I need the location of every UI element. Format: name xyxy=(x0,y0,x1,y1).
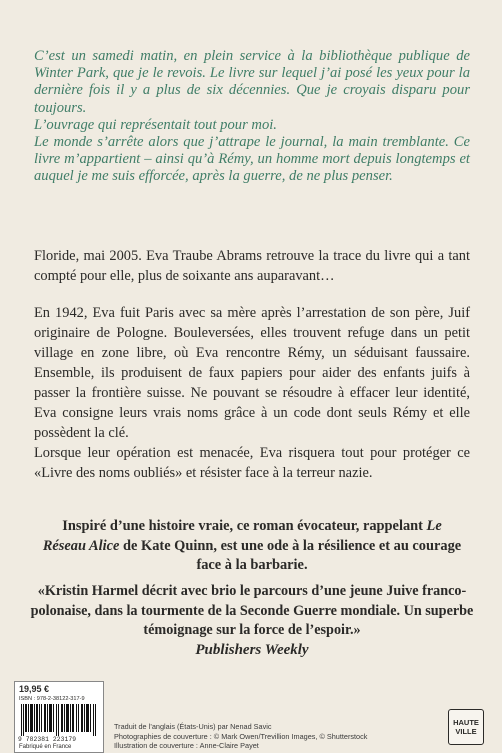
price-label: 19,95 € xyxy=(19,684,50,694)
press-quote-source: Publishers Weekly xyxy=(195,641,309,658)
intro-excerpt xyxy=(34,48,470,186)
intro-paragraph-3: Le monde s’arrête alors que j’attrape le journal, la main tremblante. Ce livre m’appartient – ainsi qu’à Rémy, un homme mort depuis longtemps et auquel je me suis efforcée, après la guerre, de ne plus penser. xyxy=(34,134,470,185)
tagline xyxy=(40,517,464,576)
credits-illustration: Illustration de couverture : Anne-Claire Payet xyxy=(114,741,259,751)
barcode-bars xyxy=(21,704,97,736)
tagline-part-1: Inspiré d’une histoire vraie, ce roman évocateur, rappelant xyxy=(62,518,423,534)
publisher-logo xyxy=(448,709,484,745)
tagline-part-2: de Kate Quinn, est une ode à la résilience et au courage face à la barbarie. xyxy=(123,537,462,573)
press-quote xyxy=(26,582,478,660)
isbn-label: ISBN : 978-2-38122-317-9 xyxy=(19,696,85,702)
barcode-digits: 9 782381 223179 xyxy=(18,736,77,743)
intro-paragraph-1: C’est un samedi matin, en plein service à la bibliothèque publique de Winter Park, que je le revois. Le livre sur lequel j’ai posé les yeux pour la dernière fois il y a plus de six décennies. Que je croyais disparu pour toujours. xyxy=(34,48,470,116)
synopsis xyxy=(34,246,470,483)
intro-paragraph-2: L’ouvrage qui représentait tout pour moi. xyxy=(34,116,277,133)
barcode-panel xyxy=(14,681,104,753)
credits-translation: Traduit de l’anglais (États-Unis) par Nenad Savic xyxy=(114,722,272,731)
credits-photos: Photographies de couverture : © Mark Owen/Trevillion Images, © Shutterstock xyxy=(114,731,368,741)
tagline-book-title: Le Réseau Alice xyxy=(42,518,442,554)
synopsis-paragraph-3: Lorsque leur opération est menacée, Eva risquera tout pour protéger ce «Livre des noms oubliés» et résister face à la terreur nazie. xyxy=(34,445,470,481)
press-quote-text: «Kristin Harmel décrit avec brio le parcours d’une jeune Juive franco-polonaise, dans la tourmente de la Seconde Guerre mondiale. Un superbe témoignage sur la force de l’espoir.» xyxy=(30,583,474,638)
made-in-label: Fabriqué en France xyxy=(19,744,72,750)
publisher-logo-line-2: VILLE xyxy=(455,727,477,736)
publisher-logo-line-1: HAUTE xyxy=(453,718,479,727)
credits xyxy=(114,722,367,751)
synopsis-paragraph-1: Floride, mai 2005. Eva Traube Abrams retrouve la trace du livre qui a tant compté pour elle, plus de soixante ans auparavant… xyxy=(34,248,470,284)
synopsis-paragraph-2: En 1942, Eva fuit Paris avec sa mère après l’arrestation de son père, Juif originaire de Pologne. Bouleversées, elles trouvent refuge dans un petit village en zone libre, où Eva rencontre Rémy, un séduisant faussaire. Ensemble, ils produisent de faux papiers pour aider des enfants juifs à passer la frontière suisse. Ne pouvant se résoudre à effacer leur identité, Eva consigne leurs vrais noms grâce à un code dont seuls Rémy et elle possèdent la clé. xyxy=(34,305,470,441)
